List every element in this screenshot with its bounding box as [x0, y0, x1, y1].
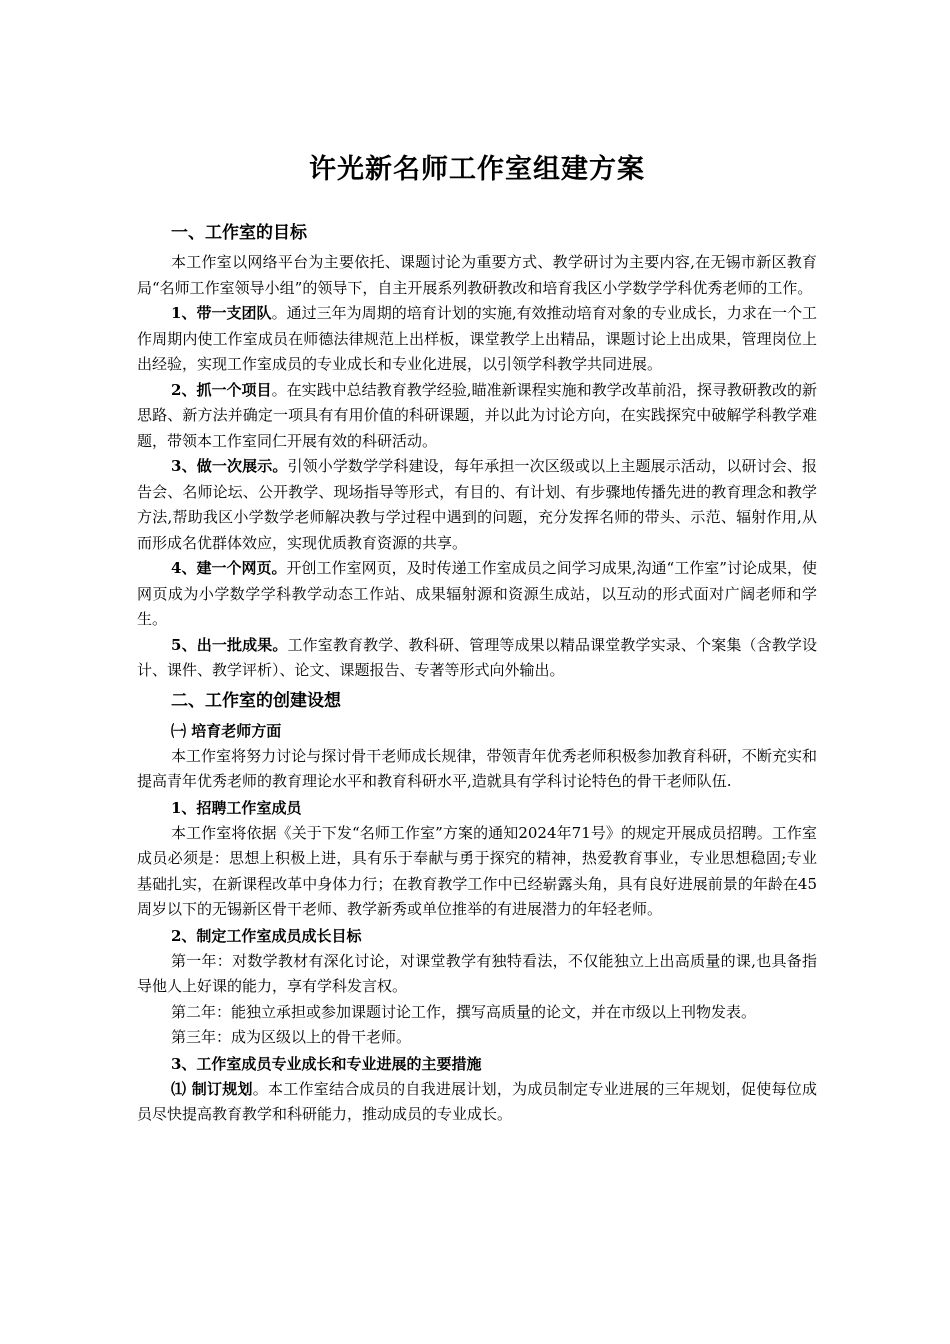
goal-item-4-text: 开创工作室网页，及时传递工作室成员之间学习成果,沟通“工作室”讨论成果，使网页成为小学数学学科教学动态工作站、成果辐射源和资源生成站，以互动的形式面对广阔老师和学生。 — [137, 559, 817, 628]
page-title: 许光新名师工作室组建方案 — [309, 154, 645, 185]
measure-item-1-lead: ⑴ 制订规划 — [171, 1079, 253, 1098]
goal-item-1 — [137, 301, 817, 378]
goal-item-1-lead: 1、带一支团队 — [171, 304, 272, 322]
heading-main-measures: 3、工作室成员专业成长和专业进展的主要措施 — [171, 1054, 482, 1073]
goal-item-2-lead: 2、抓一个项目 — [171, 380, 272, 399]
goal-item-4-lead: 4、建一个网页。 — [171, 559, 287, 577]
section-heading-plan: 二、工作室的创建设想 — [171, 690, 341, 711]
goal-item-3 — [137, 454, 817, 556]
measure-item-1 — [137, 1077, 817, 1128]
heading-recruit-members: 1、招聘工作室成员 — [171, 798, 302, 817]
goal-item-1-text: 。通过三年为周期的培育计划的实施,有效推动培育对象的专业成长，力求在一个工作周期内使工作室成员在师德法律规范上出样板，课堂教学上出精品，课题讨论上出成果，管理岗位上出经验，实现工作室成员的专业成长和专业化进展，以引领学科教学共同进展。 — [137, 304, 817, 373]
goal-item-5-text: 工作室教育教学、教科研、管理等成果以精品课堂教学实录、个案集（含教学设计、课件、教学评析）、论文、课题报告、专著等形式向外输出。 — [137, 635, 817, 679]
heading-growth-goals: 2、制定工作室成员成长目标 — [171, 926, 362, 945]
goal-item-4 — [137, 556, 817, 633]
paragraph-year-3: 第三年：成为区级以上的骨干老师。 — [171, 1028, 412, 1046]
paragraph-teachers-intro: 本工作室将努力讨论与探讨骨干老师成长规律，带领青年优秀老师积极参加教育科研，不断充实和提高青年优秀老师的教育理论水平和教育科研水平,造就具有学科讨论特色的骨干老师队伍. — [137, 746, 817, 790]
goal-item-2 — [137, 378, 817, 455]
section-heading-goals: 一、工作室的目标 — [171, 223, 307, 243]
goal-item-2-text: 。在实践中总结教育教学经验,瞄准新课程实施和教学改革前沿，探寻教研教改的新思路、新方法并确定一项具有有用价值的科研课题，并以此为讨论方向，在实践探究中破解学科教学难题，带领本工作室同仁开展有效的科研活动。 — [137, 380, 817, 450]
paragraph-recruit-members: 本工作室将依据《关于下发“名师工作室”方案的通知2024年71号》的规定开展成员招聘。工作室成员必须是：思想上积极上进，具有乐于奉献与勇于探究的精神，热爱教育事业，专业思想稳固;专业基础扎实，在新课程改革中身体力行；在教育教学工作中已经崭露头角，具有良好进展前景的年龄在45周岁以下的无锡新区骨干老师、教学新秀或单位推举的有进展潜力的年轻老师。 — [137, 823, 817, 918]
paragraph-intro: 本工作室以网络平台为主要依托、课题讨论为重要方式、教学研讨为主要内容,在无锡市新区教育局“名师工作室领导小组”的领导下，自主开展系列教研教改和培育我区小学数学学科优秀老师的工作。 — [137, 253, 817, 297]
paragraph-year-1: 第一年：对数学教材有深化讨论，对课堂教学有独特看法，不仅能独立上出高质量的课,也具备指导他人上好课的能力，享有学科发言权。 — [137, 951, 817, 995]
subsection-heading-teachers: ㈠ 培育老师方面 — [171, 721, 282, 740]
paragraph-year-2: 第二年：能独立承担或参加课题讨论工作，撰写高质量的论文，并在市级以上刊物发表。 — [171, 1002, 757, 1021]
goal-item-3-lead: 3、做一次展示。 — [171, 457, 288, 475]
measure-item-1-text: 。本工作室结合成员的自我进展计划，为成员制定专业进展的三年规划，促使每位成员尽快提高教育教学和科研能力，推动成员的专业成长。 — [137, 1079, 817, 1123]
goal-item-3-text: 引领小学数学学科建设，每年承担一次区级或以上主题展示活动，以研讨会、报告会、名师论坛、公开教学、现场指导等形式，有目的、有计划、有步骤地传播先进的教育理念和教学方法,帮助我区小学数学老师解决教与学过程中遇到的问题，充分发挥名师的带头、示范、辐射作用,从而形成名优群体效应，实现优质教育资源的共享。 — [137, 457, 817, 552]
goal-item-5-lead: 5、出一批成果。 — [171, 635, 288, 654]
document-body — [137, 150, 817, 1128]
goal-item-5 — [137, 633, 817, 684]
